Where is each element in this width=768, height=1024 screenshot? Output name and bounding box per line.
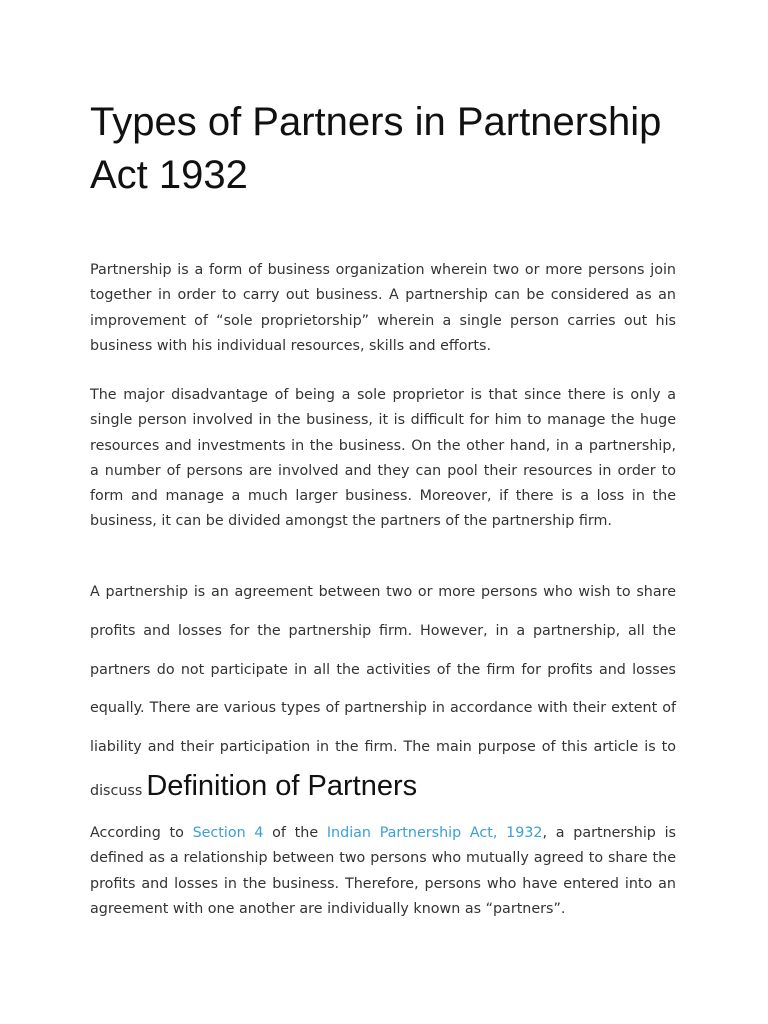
section-4-link[interactable]: Section 4	[192, 825, 264, 841]
definition-text-middle: of the	[263, 825, 327, 841]
definition-text-end: , a partnership is defined as a relationship between two persons who mutually agreed to share the profits and losses in the business. Therefore, persons who have entered into an agreement with one another are individually known as “partners”.	[90, 825, 676, 917]
partnership-act-link[interactable]: Indian Partnership Act, 1932	[326, 825, 543, 841]
paragraph-intro: Partnership is a form of business organization wherein two or more persons join together in order to carry out business. A partnership can be considered as an improvement of “sole proprietorship” wherein a single person carries out his business with his individual resources, skills and efforts.	[90, 262, 676, 354]
paragraph-definition	[90, 821, 676, 922]
paragraph-agreement-text: A partnership is an agreement between two or more persons who wish to share profits and losses for the partnership firm. However, in a partnership, all the partners do not participate in all the activities of the firm for profits and losses equally. There are various types of partnership in accordance with their extent of liability and their participation in the firm. The main purpose of this article is to discuss	[90, 584, 676, 799]
paragraph-agreement	[90, 573, 676, 811]
definition-text-start: According to	[90, 825, 193, 841]
section-heading-definition: Definition of Partners	[146, 769, 418, 802]
paragraph-disadvantage: The major disadvantage of being a sole proprietor is that since there is only a single person involved in the business, it is difficult for him to manage the huge resources and investments in the business. On the other hand, in a partnership, a number of persons are involved and they can pool their resources in order to form and manage a much larger business. Moreover, if there is a loss in the business, it can be divided amongst the partners of the partnership firm.	[90, 387, 676, 530]
page-title: Types of Partners in Partnership Act 1932	[90, 100, 662, 197]
